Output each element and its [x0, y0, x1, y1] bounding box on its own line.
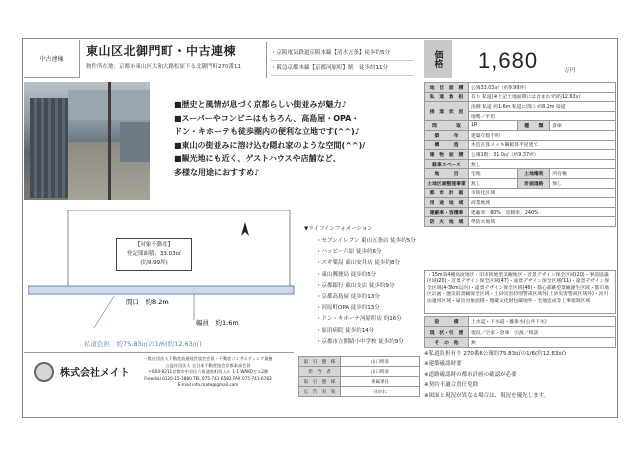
- remark-line: ※道路確認時の都市計画の確認が必要: [424, 371, 517, 378]
- spec-value: 木造瓦葺メッキ鋼板葺平屋建て: [469, 140, 616, 150]
- spec-value: 1R: [469, 121, 518, 131]
- agent-key: 担 当 者: [299, 367, 341, 377]
- agent-key: 取 引 態 様: [299, 357, 341, 367]
- access-line: ・京阪電気鉄道京阪本線【清水五条】徒歩約5分: [271, 46, 414, 61]
- catch-line: ■スーパーやコンビニはもちろん、高島屋・OPA・: [174, 113, 360, 123]
- spec-row: [425, 198, 616, 208]
- life-info-item: ・原田病院 徒歩約14分: [316, 327, 375, 334]
- access-line: ・阪急京都本線【京都河原町】駅 徒歩約11分: [271, 61, 414, 76]
- spec-value: 公簿33.03㎡（約9.99坪）: [469, 83, 616, 93]
- remarks: [424, 349, 616, 401]
- price-label: 価格: [424, 40, 452, 78]
- spec-key: 間 取: [425, 121, 469, 131]
- spec-key: そ の 他: [425, 337, 469, 347]
- photo-pole: [108, 82, 111, 200]
- spec-row: [425, 207, 616, 217]
- agent-row: [299, 377, 420, 387]
- agent-key: 広 告 有 効: [299, 387, 341, 397]
- company-details: [120, 356, 296, 389]
- spec-value: 無: [469, 337, 616, 347]
- agent-value: 山口明彦: [341, 367, 420, 377]
- catch-line: ■歴史と風情が息づく京都らしい街並みが魅力♪: [174, 100, 347, 109]
- catch-line: ドン・キホーテも徒歩圏内の便利な立地です(^^)♪: [174, 127, 360, 136]
- spec-row: [425, 327, 616, 337]
- company-line: 〒604-8211京都市中京区六角通室町西入ル 1-1 WAKOビル2階: [147, 369, 269, 375]
- spec-row: [425, 217, 616, 227]
- property-photo: [24, 82, 150, 200]
- spec-key: 構 造: [425, 140, 469, 150]
- road-width-label: 幅員 約1.6m: [196, 319, 239, 327]
- life-info-item: ・河原町OPA 徒歩約13分: [316, 305, 380, 312]
- agent-key: 取 引 態 様: [299, 377, 341, 387]
- spec-row: [425, 159, 616, 169]
- spec-value: 公簿1階：31.0㎡（約9.37坪）: [469, 150, 616, 160]
- spec-key: 地 目: [425, 169, 469, 179]
- life-info-title: ▼ライフインフォメーション: [304, 226, 373, 232]
- access-info: [266, 42, 418, 78]
- spec-key: 建蔽率・容積率: [425, 207, 469, 217]
- spec-value: 現況／空家・倉庫 引渡／相談: [469, 327, 616, 337]
- spec-value: 有り 私道(※上記土地面積には含まれず)約12.63㎡: [469, 92, 616, 102]
- spec-row: [425, 121, 616, 131]
- catch-copy: [174, 98, 412, 179]
- spec-key: 駐車スペース: [425, 159, 469, 169]
- spec-row: [425, 130, 616, 140]
- spec-value: 市街化区域: [469, 188, 616, 198]
- remark-line: ※私道負担有り 270番6公簿約75.83㎡の1/6(約12.63㎡): [424, 351, 566, 357]
- catch-line: ■観光地にも近く、ゲストハウスや店舗など、: [174, 154, 341, 163]
- spec-value: 所有権: [550, 169, 616, 179]
- legend-area: 登記簿面積：33.03㎡: [126, 251, 182, 257]
- spec-key: 築 年: [425, 130, 469, 140]
- property-type-label: 中古連棟: [24, 40, 80, 78]
- spec-value: 南側 私道 約1.6m 私道に間口 約8.2m 接道: [469, 102, 616, 112]
- remark-line: ※契約不適合責任免除: [424, 382, 479, 389]
- company-line: E-mail info.mate@gmail.com: [177, 382, 239, 388]
- spec-row: [425, 178, 616, 188]
- life-info-item: ・京都高島屋 徒歩約13分: [316, 294, 380, 301]
- company-line: Freedial 0120-15-1880 TEL 075-741-6583 FAX 075-741-6783: [144, 375, 272, 381]
- site-map: [28, 210, 296, 350]
- north-arrow-icon: [238, 222, 252, 241]
- spec-value: 建築年数不明: [469, 130, 616, 140]
- life-info-item: ・ドン・キホーテ河原町店 約16分: [316, 316, 402, 323]
- life-info-item: ・京都市立開睛小中学校 徒歩約9分: [316, 338, 404, 345]
- spec-table-lower: [424, 316, 616, 348]
- spec-value: 商業地域: [469, 198, 616, 208]
- spec-value: 地勢／平坦: [469, 111, 616, 121]
- agent-row: [299, 357, 420, 367]
- page-title: 東山区北御門町・中古連棟: [86, 44, 237, 58]
- agent-table: [298, 356, 420, 397]
- agent-value: 山口明彦: [341, 357, 420, 367]
- price-value: 1,680: [478, 48, 539, 73]
- spec-value: 無し: [550, 178, 616, 188]
- spec-row: [425, 337, 616, 347]
- catch-line: ■東山の街並みに溶け込む隠れ家のような空間(^^)/: [174, 140, 366, 150]
- spec-key: 用 途 地 域: [425, 198, 469, 208]
- price-unit: 万円: [564, 68, 576, 74]
- spec-row: [425, 92, 616, 102]
- private-road-label: 私道負担 約75.83㎡の1/6(約12.63㎡): [84, 340, 202, 348]
- spec-row: [425, 102, 616, 112]
- company-name: 株式会社メイト: [60, 368, 130, 379]
- spec-key: 種 類: [518, 121, 550, 131]
- remark-line: ※図面と現況が異なる場合は、現況を優先します。: [424, 392, 550, 399]
- legend-title: 【対象不動産】: [134, 242, 174, 248]
- spec-key: 私 道 負 担: [425, 92, 469, 102]
- spec-value: 準防火地域: [469, 217, 616, 227]
- spec-key: 設 備: [425, 317, 469, 327]
- leader-line: [94, 296, 114, 328]
- spec-row: [425, 188, 616, 198]
- spec-key: 現 状・引 渡: [425, 327, 469, 337]
- zoning-notes: ・15m第4種高度地区・旧市街地型美観地区・近景デザイン保全区域(20)・事前協議区域(20)・近景デザイン保全区域(47)・遠景デザイン保全区域(11)・遠景デザイン保全区域(4-3km以内)・遠景デザイン保全区域(46)・都心部眺望景観創生区域・都市地区計画・歴史的景観保全区域・土砂災害特別警戒区域外(土砂災害警戒区域外)・河川法適用区域・届出対象面積・埋蔵文化財包蔵地外・宅地造成等工事規制区域: [424, 270, 616, 314]
- life-info-item: ・ハッピー六原 徒歩約6分: [316, 249, 382, 256]
- spec-row: [425, 150, 616, 160]
- property-address: 物件所在地：京都市東山区大和大路松原下る北御門町270番11: [86, 64, 241, 70]
- agent-row: [299, 367, 420, 377]
- life-info-list: [316, 236, 416, 348]
- photo-fence: [120, 122, 150, 162]
- legend-tsubo: (約9.99坪): [140, 260, 168, 266]
- agent-value: 専属専任: [341, 377, 420, 387]
- spec-key: 土地区画整理事業: [425, 178, 469, 188]
- spec-key: 計画道路: [518, 178, 550, 188]
- map-legend: [116, 238, 192, 271]
- spec-row: [425, 140, 616, 150]
- spec-value: 建蔽率：80% 容積率：240%: [469, 207, 616, 217]
- spec-key: 地 目 面 積: [425, 83, 469, 93]
- spec-key: 建 物 面 積: [425, 150, 469, 160]
- catch-line: 多様な用途におすすめ♪: [174, 167, 260, 177]
- life-info-item: ・京都銀行 東山支店 徒歩約9分: [316, 282, 395, 289]
- agent-value: 分かれ: [341, 387, 420, 397]
- spec-value: 無し: [469, 178, 518, 188]
- company-line: 一般社団法人不動産流通経営協会会員・不動産コンサルティング業務: [143, 356, 273, 361]
- spec-key: 防 火 地 域: [425, 217, 469, 227]
- spec-table: [424, 82, 616, 227]
- spec-row: [425, 317, 616, 327]
- remark-line: ※建築確認時要: [424, 361, 462, 368]
- company-line: 公益社団法人 全日本不動産協会京都本部会員: [165, 362, 251, 368]
- life-info-item: ・スギ薬局 東山安井店 徒歩約8分: [316, 260, 400, 267]
- spec-key: 土地権利: [518, 169, 550, 179]
- spec-row: [425, 169, 616, 179]
- life-info-item: ・セブンイレブン 東山五条店 徒歩約5分: [316, 238, 416, 244]
- spec-value: 宅地: [469, 169, 518, 179]
- spec-value: 上水道・下水道・雑排水(公共下水): [469, 317, 616, 327]
- frontage-label: 間口 約8.2m: [126, 298, 169, 306]
- company-logo-icon: [34, 362, 54, 382]
- spec-value: 無し: [469, 159, 616, 169]
- spec-row: [425, 83, 616, 93]
- private-road: [28, 286, 294, 294]
- spec-key: 接 道 状 況: [425, 102, 469, 121]
- spec-key: 都 市 計 画: [425, 188, 469, 198]
- agent-row: [299, 387, 420, 397]
- life-info-item: ・東山郵便局 徒歩約5分: [316, 271, 377, 278]
- spec-value: 倉庫: [550, 121, 616, 131]
- photo-wall: [30, 98, 68, 198]
